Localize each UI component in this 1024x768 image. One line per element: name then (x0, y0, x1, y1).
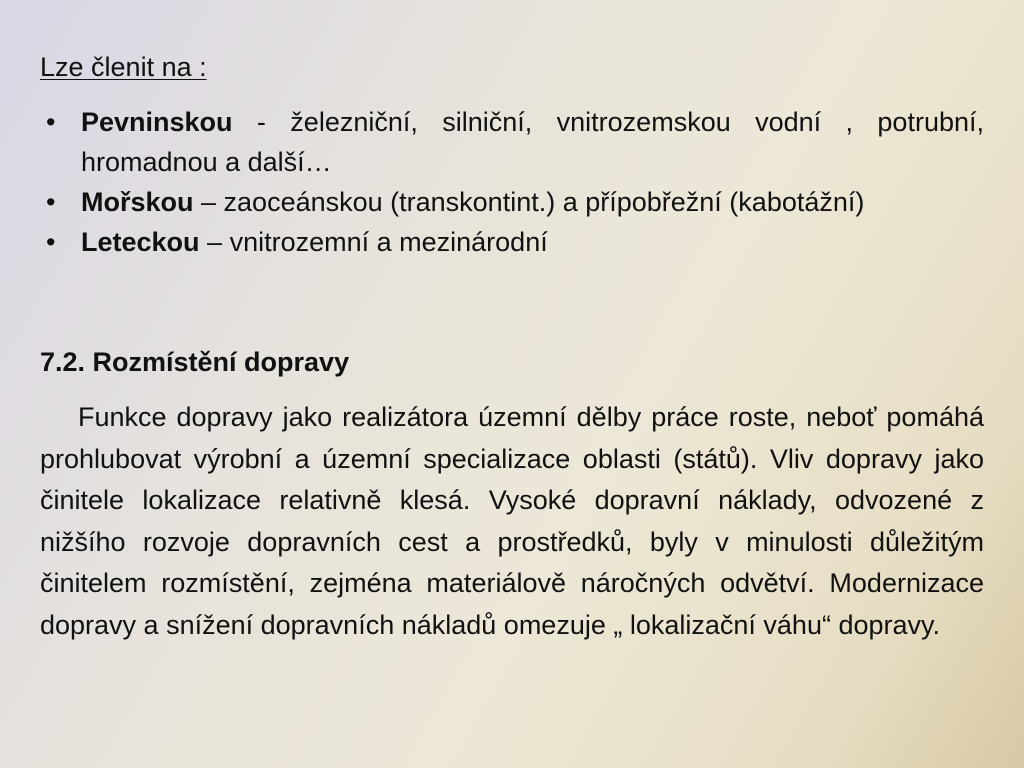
bullet-text: – vnitrozemní a mezinárodní (199, 227, 548, 257)
bullet-term: Pevninskou (81, 107, 233, 137)
bullet-icon: • (46, 107, 56, 137)
list-item (40, 222, 984, 262)
bullet-text: - železniční, silniční, vnitrozemskou vodní , potrubní, hromadnou a další… (81, 107, 984, 177)
body-paragraph: Funkce dopravy jako realizátora územní dělby práce roste, neboť pomáhá prohlubovat výrobní a územní specializace oblasti (států). Vliv dopravy jako činitele lokalizace relativně klesá. Vysoké dopravní náklady, odvozené z nižšího rozvoje dopravních cest a prostředků, byly v minulosti důležitým činitelem rozmístění, zejména materiálově náročných odvětví. Modernizace dopravy a snížení dopravních nákladů omezuje „ lokalizační váhu“ dopravy. (40, 402, 984, 640)
list-item (40, 102, 984, 182)
bullet-icon: • (46, 227, 56, 257)
bullet-term: Mořskou (81, 187, 194, 217)
section-title: 7.2. Rozmístění dopravy (40, 347, 350, 377)
transport-types-list (40, 102, 984, 262)
bullet-icon: • (46, 187, 56, 217)
intro-heading: Lze členit na : (40, 52, 207, 82)
list-item (40, 182, 984, 222)
bullet-text: – zaoceánskou (transkontint.) a přípobřežní (kabotážní) (193, 187, 865, 217)
bullet-term: Leteckou (81, 227, 200, 257)
